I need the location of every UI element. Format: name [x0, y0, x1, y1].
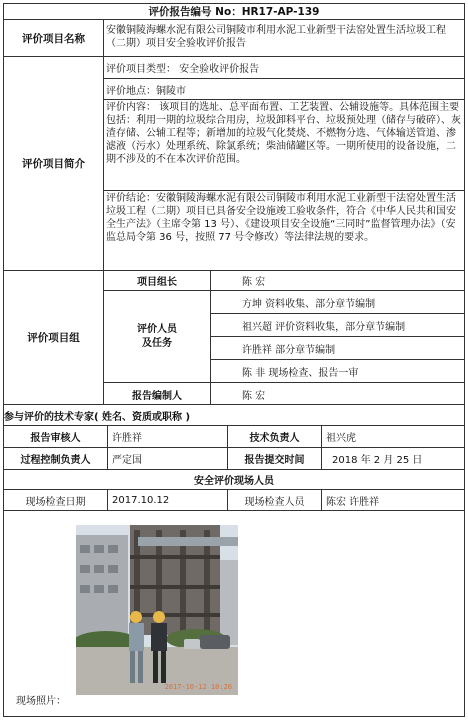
summary-content: [104, 57, 464, 270]
onsite-title: 安全评价现场人员: [4, 470, 464, 490]
members-list: [211, 291, 464, 383]
process-value: 严定国: [108, 448, 228, 469]
editor-label: 报告编制人: [104, 383, 211, 404]
reviewer-label: 报告审核人: [4, 426, 108, 447]
submit-value: 2018 年 2 月 25 日: [332, 455, 423, 466]
report-number: 评价报告编号 No：HR17-AP-139: [4, 4, 464, 20]
reviewer-row: [4, 426, 464, 448]
photo-timestamp: 2017-10-12 10:26: [164, 683, 232, 691]
team-content: [104, 271, 464, 404]
leader-label: 项目组长: [104, 271, 211, 290]
members-label: 评价人员 及任务: [104, 291, 211, 383]
summary-conclusion: 评价结论：安徽铜陵海螺水泥有限公司铜陵市利用水泥工业新型干法窑处置生活垃圾工程（二期）项目已具备安全设施竣工验收条件，符合《中华人民共和国安全生产法》（主席令第 13 号）、《建设项目安全设施“三同时”监督管理办法》（安监总局令第 36 号，按照 77 号令修改）等法律法规的要求。: [106, 193, 456, 243]
report-form: [3, 3, 465, 717]
leader-row: [104, 271, 464, 291]
member-item: 陈 非 现场检查、报告一审: [211, 360, 464, 383]
onsite-row: [4, 490, 464, 511]
onsite-staff-label: 现场检查人员: [228, 490, 322, 510]
project-name-row: [4, 20, 464, 57]
site-photo: [76, 525, 238, 695]
process-label: 过程控制负责人: [4, 448, 108, 469]
onsite-staff-value: 陈宏 许胜祥: [326, 496, 380, 508]
process-row: [4, 448, 464, 470]
summary-type: 评价项目类型： 安全验收评价报告: [104, 57, 464, 79]
leader-value: 陈 宏: [242, 277, 266, 288]
summary-row: [4, 57, 464, 271]
team-label: 评价项目组: [4, 271, 104, 404]
project-name-label: 评价项目名称: [4, 20, 104, 56]
member-item: 许胜祥 部分章节编制: [211, 337, 464, 360]
member-item: 祖兴超 评价资料收集，部分章节编制: [211, 314, 464, 337]
experts-label: 参与评价的技术专家( 姓名、资质或职称 ): [4, 405, 464, 426]
editor-row: [104, 383, 464, 404]
summary-label: 评价项目简介: [4, 57, 104, 270]
submit-label: 报告提交时间: [228, 448, 322, 469]
editor-value: 陈 宏: [242, 390, 266, 402]
summary-location: 评价地点：铜陵市: [104, 79, 464, 100]
summary-scope: 评价内容： 该项目的选址、总平面布置、工艺装置、公辅设施等。具体范围主要包括：利用一期的垃圾综合用房，垃圾卸料平台、垃圾预处理（储存与破碎）、灰渣存储、公辅工程等；新增加的垃圾气化焚烧、不燃物分选、气体输送管道、渗滤液（污水）处理系统、除氯系统；柴油储罐区等。一期所使用的设备设施，二期不涉及的不在本次评价范围。: [104, 100, 464, 191]
onsite-date-label: 现场检查日期: [4, 490, 108, 510]
photo-label: 现场照片：: [16, 696, 66, 707]
team-row: [4, 271, 464, 405]
tech-lead-label: 技术负责人: [228, 426, 322, 447]
site-photo-image: [76, 525, 238, 695]
tech-lead-value: 祖兴虎: [326, 433, 356, 444]
member-item: 方坤 资料收集、部分章节编制: [211, 291, 464, 314]
onsite-date-value: 2017.10.12: [108, 490, 228, 510]
reviewer-value: 许胜祥: [108, 426, 228, 447]
project-name-value: 安徽铜陵海螺水泥有限公司铜陵市利用水泥工业新型干法窑处置生活垃圾工程（二期）项目安全验收评价报告: [106, 25, 446, 49]
